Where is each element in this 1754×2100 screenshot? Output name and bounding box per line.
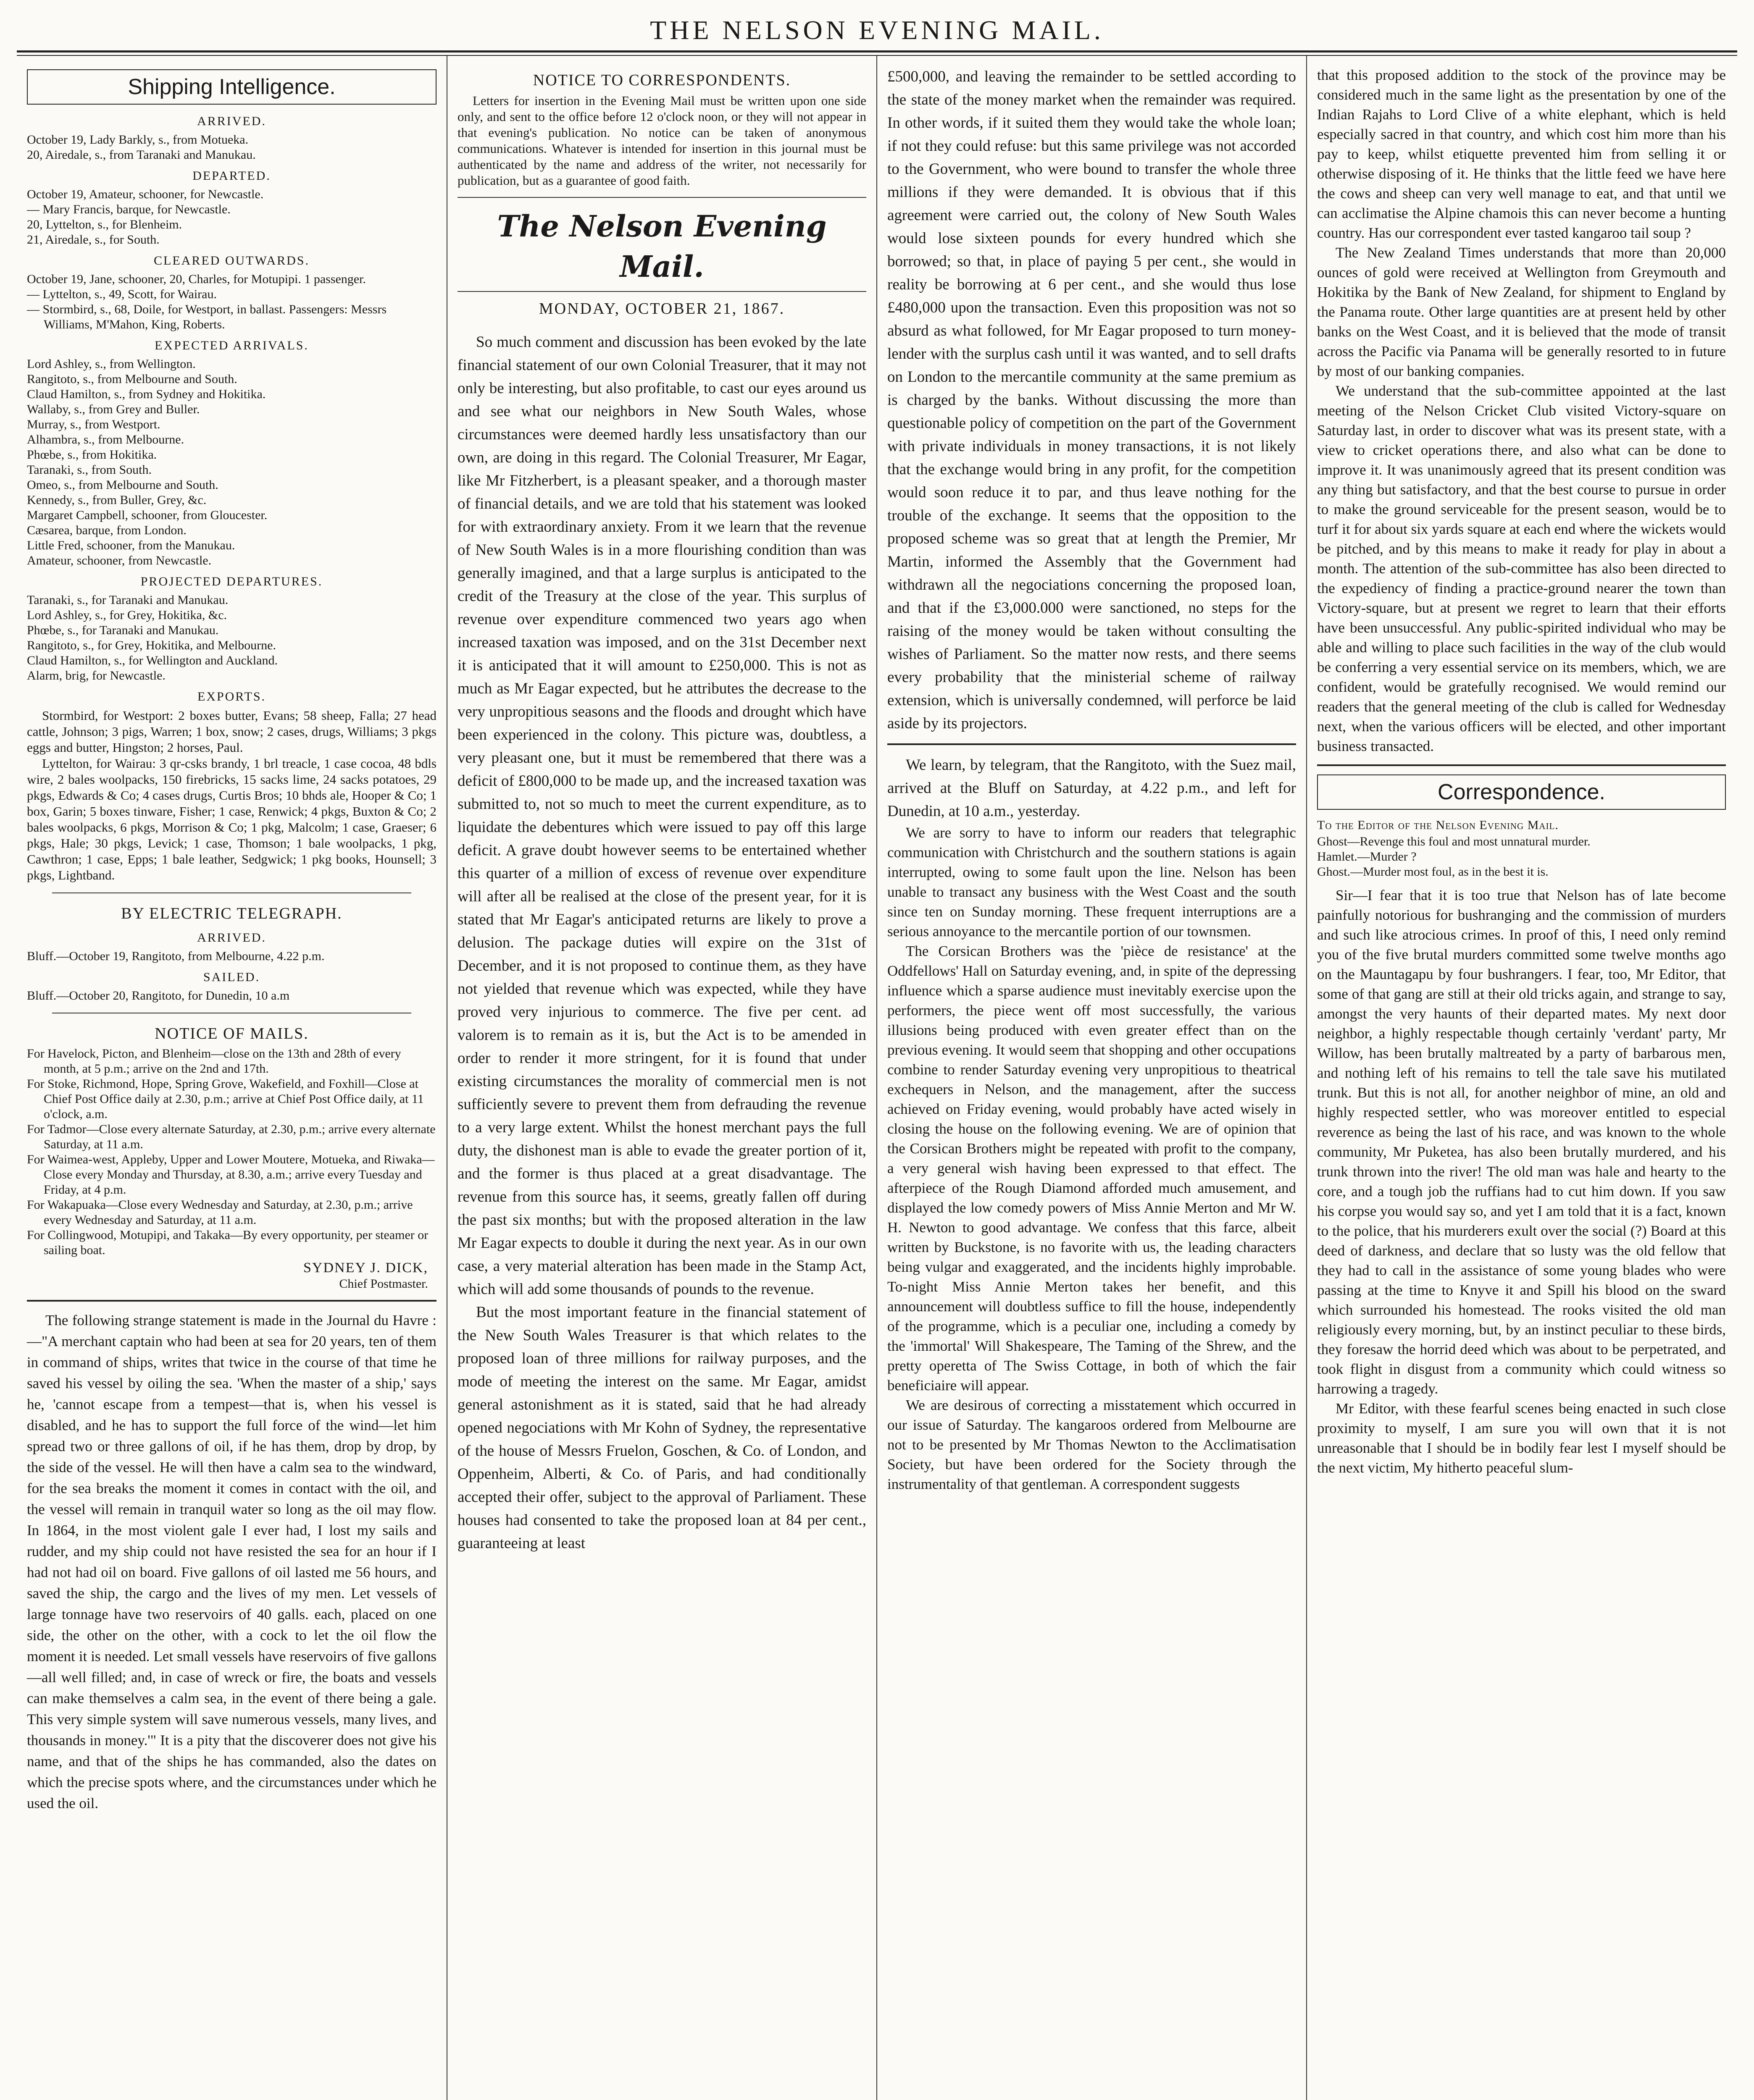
projected-entry: Rangitoto, s., for Grey, Hokitika, and Melbourne.: [27, 638, 276, 652]
mail-entry: For Stoke, Richmond, Hope, Spring Grove, Wakefield, and Foxhill—Close at Chief Post Office daily at 2.30, p.m.; arrive at Chief Post Office daily, at 11 o'clock, a.m.: [27, 1077, 424, 1121]
postmaster-title: Chief Postmaster.: [339, 1277, 428, 1291]
leader-continuation: £500,000, and leaving the remainder to be settled according to the state of the money market when the remainder was required. In other words, if it suited them they would take the whole loan; if not they could refuse: but this same privilege was not accorded to the Government, who were bound to transfer the whole three millions if they were demanded. It is obvious that if this agreement were carried out, the colony of New South Wales would lose sixteen pounds for every hundred which she borrowed; so that, in place of paying 5 per cent., she would in reality be borrowing at 6 per cent., and she would thus lose £480,000 upon the transaction. Even this proposition was not so absurd as what followed, for Mr Eagar proposed to turn money-lender with the surplus cash until it was wanted, and to sell drafts on London to the mercantile community at the same premium as is charged by the banks. Without discussing the more than questionable policy of competition on the part of the Government with private individuals in money transactions, it is not likely that the exchange would bring in any profit, for the competition would soon reduce it to par, and thus leave nothing for the trouble of the exchange. It seems that the opposition to the proposed scheme was so great that at length the Premier, Mr Martin, informed the Assembly that the Government had withdrawn all the negociations concerning the proposed loan, and that if the £3,000.000 were sanctioned, no steps for the raising of the money would be taken without consulting the wishes of Parliament. So the matter now rests, and there seems every probability that the ministerial scheme of railway extension, which is universally condemned, will perforce be laid aside by its projectors.: [887, 68, 1296, 732]
telegraph-arrived-heading: ARRIVED.: [197, 931, 266, 945]
dateline: MONDAY, OCTOBER 21, 1867.: [539, 300, 785, 318]
expected-entry: Omeo, s., from Melbourne and South.: [27, 478, 218, 492]
notice-of-mails-heading: NOTICE OF MAILS.: [155, 1025, 309, 1042]
cleared-entry: — Stormbird, s., 68, Doile, for Westport, in ballast. Passengers: Messrs Williams, M'Mahon, King, Roberts.: [27, 302, 387, 331]
expected-entry: Alhambra, s., from Melbourne.: [27, 433, 184, 446]
expected-entry: Margaret Campbell, schooner, from Gloucester.: [27, 508, 268, 522]
electric-telegraph-heading: BY ELECTRIC TELEGRAPH.: [121, 905, 342, 922]
expected-entry: Phœbe, s., from Hokitika.: [27, 448, 157, 462]
exports-entry: Stormbird, for Westport: 2 boxes butter, Evans; 58 sheep, Falla; 27 head cattle, Johnson; 3 pigs, Warren; 1 box, snow; 2 cases, drugs, Williams; 3 pkgs eggs and butter, Hingston; 2 horses, Paul.: [27, 708, 437, 755]
expected-entry: Amateur, schooner, from Newcastle.: [27, 554, 212, 567]
departed-entry: October 19, Amateur, schooner, for Newcastle.: [27, 187, 264, 201]
departed-heading: DEPARTED.: [192, 169, 271, 183]
arrived-entry: October 19, Lady Barkly, s., from Motueka.: [27, 133, 249, 147]
projected-entry: Lord Ashley, s., for Grey, Hokitika, &c.: [27, 608, 227, 622]
divider: [52, 892, 411, 893]
column-4: [1306, 56, 1736, 2100]
arrived-heading: ARRIVED.: [197, 114, 266, 128]
news-paragraph: The Corsican Brothers was the 'pièce de resistance' at the Oddfellows' Hall on Saturday evening, and, in spite of the depressing influence which a sparse audience must inevitably exercise upon the performers, the piece went off most successfully, the various illusions being produced with even greater effect than on the previous evening. It would seem that shopping and other occupations combine to render Saturday evening very unpropitious to theatrical exchequers in Nelson, and the management, after the success achieved on Friday evening, would probably have acted wisely in closing the house on the following evening. We are of opinion that the Corsican Brothers might be repeated with profit to the company, a very general wish having been expressed to that effect. The afterpiece of the Rough Diamond afforded much amusement, and displayed the low comedy powers of Miss Annie Merton and Mr W. H. Newton to good advantage. We confess that this farce, albeit written by Buckstone, is no favorite with us, the leading characters being vulgar and exaggerated, and the incidents highly improbable. To-night Miss Annie Merton takes her benefit, and this announcement will doubtless suffice to fill the house, independently of the programme, which is a peculiar one, including a comedy by the 'immortal' Will Shakespeare, The Taming of the Shrew, and the pretty operetta of The Swiss Cottage, in both of which the fair beneficiaire will appear.: [887, 943, 1296, 1394]
news-paragraph: We are desirous of correcting a misstatement which occurred in our issue of Saturday. The kangaroos ordered from Melbourne are not to be presented by Mr Thomas Newton to the Acclimatisation Society, but have been ordered for the Society through the instrumentality of that gentleman. A correspondent suggests: [887, 1397, 1296, 1492]
shipping-intelligence-heading: Shipping Intelligence.: [27, 69, 437, 105]
projected-entry: Taranaki, s., for Taranaki and Manukau.: [27, 593, 229, 607]
expected-entry: Lord Ashley, s., from Wellington.: [27, 357, 196, 371]
epigraph-line: Hamlet.—Murder ?: [1317, 850, 1417, 864]
mail-entry: For Collingwood, Motupipi, and Takaka—By every opportunity, per steamer or sailing boat.: [27, 1228, 429, 1257]
letter-paragraph: Sir—I fear that it is too true that Nelson has of late become painfully notorious for bushranging and the commission of murders and such like atrocious crimes. In proof of this, I need only remind you of the five brutal murders committed some twelve months ago on the Mauntagapu by four bushrangers. I fear, too, Mr Editor, that some of that gang are still at their old tricks again, and strange to say, amongst the very haunts of their departed mates. My next door neighbor, a highly respectable though certainly 'verdant' party, Mr Willow, has been brutally maltreated by a party of barbarous men, and nothing left of his remains to tell the tale save his mutilated trunk. But this is not all, for another neighbor of mine, an old and highly respected settler, who was moreover entitled to especial reverence as being the last of his race, and was known to the whole community, Mr Puketea, has also been brutally murdered, and his trunk thrown into the river! The old man was hale and hearty to the core, and a tough job the ruffians had to cut him down. If you saw his corpse you would say so, and yet I am told that it is a fact, known to the police, that his murderers exult over the social (?) Board at this deed of darkness, and declare that so lusty was the old fellow that they had to call in the assistance of some young blades who were passing at the time to Knyve it and Spill his blood on the sward which surrounded his homestead. The rooks visited the old man religiously every morning, but, by an instinct peculiar to these birds, they foresaw the horrid deed which was about to be perpetrated, and took flight in disgust from a community which could witness so harrowing a tragedy.: [1317, 887, 1726, 1397]
telegraph-sailed-entry: Bluff.—October 20, Rangitoto, for Dunedin, 10 a.m: [27, 989, 290, 1003]
news-paragraph: The New Zealand Times understands that more than 20,000 ounces of gold were received at Wellington from Greymouth and Hokitika by the Bank of New Zealand, for shipment to England by the Panama route. Other large quantities are at present held by other banks on the West Coast, and it is believed that the mode of transit across the Pacific via Panama will be generally resorted to in future by most of our banking companies.: [1317, 244, 1726, 379]
projected-departures-heading: PROJECTED DEPARTURES.: [140, 575, 323, 588]
masthead-rule: [17, 50, 1737, 56]
expected-arrivals-heading: EXPECTED ARRIVALS.: [155, 339, 309, 352]
projected-entry: Claud Hamilton, s., for Wellington and Auckland.: [27, 654, 278, 667]
cleared-outwards-heading: CLEARED OUTWARDS.: [154, 254, 310, 268]
oiling-the-sea-article: The following strange statement is made in the Journal du Havre :—"A merchant captain who had been at sea for 20 years, ten of them in command of ships, writes that twice in the course of that time he saved his vessel by oiling the sea. 'When the master of a ship,' says he, 'cannot escape from a tempest—that is, when his vessel is disabled, and he has to support the full force of the wind—let him spread two or three gallons of oil, if he has them, drop by drop, by the side of the vessel. He will then have a calm sea to the windward, for the sea breaks the moment it comes in contact with the oil, and the vessel will remain in tranquil water so long as the oil may flow. In 1864, in the most violent gale I ever had, I lost my sails and rudder, and my ship could not have resisted the sea for an hour if I had not had oil on board. Five gallons of oil lasted me 56 hours, and saved the ship, the cargo and the lives of my men. Let vessels of large tonnage have two reservoirs of 40 galls. each, placed on one side, the other on the other, with a cock to let the oil flow the moment it is needed. Let small vessels have reservoirs of five gallons —all well filled; and, in case of wreck or fire, the boats and vessels can make themselves a calm sea, in the event of there being a gale. This very simple system will save numerous vessels, many lives, and thousands in money.'" It is a pity that the discoverer does not give his name, and that of the ships he has commanded, also the dates on which the precise spots where, and the circumstances under which he used the oil.: [27, 1312, 437, 1811]
notice-to-correspondents-text: Letters for insertion in the Evening Mail must be written upon one side only, and sent to the office before 12 o'clock noon, or they will not appear in that evening's publication. No notice can be taken of anonymous communications. Whatever is intended for insertion in this journal must be authenticated by the name and address of the writer, not necessarily for publication, but as a guarantee of good faith.: [458, 93, 866, 188]
departed-entry: 20, Lyttelton, s., for Blenheim.: [27, 218, 182, 231]
expected-entry: Little Fred, schooner, from the Manukau.: [27, 538, 235, 552]
correspondence-heading: Correspondence.: [1317, 774, 1726, 810]
notice-to-correspondents-heading: NOTICE TO CORRESPONDENTS.: [533, 71, 791, 89]
mail-entry: For Tadmor—Close every alternate Saturday, at 2.30, p.m.; arrive every alternate Saturday, at 11 a.m.: [27, 1122, 436, 1151]
epigraph-line: Ghost.—Murder most foul, as in the best it is.: [1317, 865, 1549, 879]
news-paragraph: We understand that the sub-committee appointed at the last meeting of the Nelson Cricket Club visited Victory-square on Saturday last, in order to discover what was its present state, with a view to cricket operations there, and also what can be done to improve it. It was unanimously agreed that its present condition was any thing but satisfactory, and that the best course to pursue in order to make the ground serviceable for the present season, would be to turf it for about six yards square at each end where the wickets would be pitched, and by this means to make it ready for play in about a month. The attention of the sub-committee has also been directed to the expediency of finding a practice-ground nearer the town than Victory-square, but at present we regret to learn that their efforts have been unsuccessful. Any public-spirited individual who may be able and willing to place such facilities in the way of the club would be conferring a very essential service on its members, which, we are confident, would be gratefully recognised. We would remind our readers that the general meeting of the club is called for Wednesday next, when the various officers will be elected, and other important business transacted.: [1317, 383, 1726, 754]
divider: [458, 291, 866, 292]
letter-paragraph: Mr Editor, with these fearful scenes being enacted in such close proximity to myself, I am sure you will own that it is not unreasonable that I should be in bodily fear lest I myself should be the next victim, My hitherto peaceful slum-: [1317, 1400, 1726, 1476]
departed-entry: — Mary Francis, barque, for Newcastle.: [27, 202, 231, 216]
leader-paragraph: But the most important feature in the financial statement of the New South Wales Treasurer is that which relates to the proposed loan of three millions for railway purposes, and the mode of meeting the interest on the same. Mr Eagar, amidst general astonishment as it is stated, said that he had already opened negociations with Mr Kohn of Sydney, the representative of the house of Messrs Fruelon, Goschen, & Co. of London, and Oppenheim, Alberti, & Co. of Paris, and had conditionally accepted their offer, subject to the approval of Parliament. These houses had consented to take the proposed loan at 84 per cent., guaranteeing at least: [458, 1304, 866, 1552]
divider: [458, 197, 866, 198]
paper-title: The Nelson Evening Mail.: [497, 209, 827, 284]
exports-entry: Lyttelton, for Wairau: 3 qr-csks brandy, 1 brl treacle, 1 case cocoa, 48 bdls wire, 2 bales woolpacks, 150 firebricks, 15 sacks lime, 24 sacks potatoes, 29 pkgs, Edwards & Co; 4 cases drugs, Curtis Bros; 10 bhds ale, Hooper & Co; 1 box, Garin; 5 boxes tinware, Fisher; 1 case, Renwick; 4 pkgs, Buxton & Co; 2 bales woolpacks, 6 pkgs, Morrison & Co; 1 pkg, Malcolm; 1 case, Graeser; 6 pkgs, Hale; 30 pkgs, Levick; 1 case, Thomson; 1 bale woolpacks, 1 pkg, Cawthron; 1 case, Epps; 1 bale leather, Sedgwick; 1 pkg books, Hounsell; 3 pkgs, Lightband.: [27, 756, 437, 882]
telegraph-sailed-heading: SAILED.: [203, 970, 260, 984]
to-the-editor-line: To the Editor of the Nelson Evening Mail.: [1317, 818, 1559, 832]
columns: [17, 56, 1737, 2100]
expected-entry: Rangitoto, s., from Melbourne and South.: [27, 372, 237, 386]
expected-entry: Kennedy, s., from Buller, Grey, &c.: [27, 493, 207, 507]
epigraph-line: Ghost—Revenge this foul and most unnatural murder.: [1317, 835, 1591, 848]
divider: [1317, 764, 1726, 766]
expected-entry: Claud Hamilton, s., from Sydney and Hokitika.: [27, 387, 266, 401]
postmaster-signature: SYDNEY J. DICK,: [303, 1260, 428, 1276]
column-1: [17, 56, 447, 2100]
mail-entry: For Havelock, Picton, and Blenheim—close on the 13th and 28th of every month, at 5 p.m.; arrive on the 2nd and 17th.: [27, 1047, 401, 1076]
divider: [27, 1300, 437, 1302]
leader-paragraph: So much comment and discussion has been evoked by the late financial statement of our own Colonial Treasurer, that it may not only be interesting, but also profitable, to cast our eyes around us and see what our neighbors in New South Wales, whose circumstances were deemed hardly less unsatisfactory than our own, are doing in this regard. The Colonial Treasurer, Mr Eagar, like Mr Fitzherbert, is a pleasant speaker, and a thorough master of financial details, and we are told that his statement was looked for with extraordinary anxiety. From it we learn that the revenue of New South Wales is in a more flourishing condition than was generally imagined, and that a large surplus is anticipated to the credit of the Treasury at the close of the year. This surplus of revenue over expenditure commenced two years ago when increased taxation was imposed, and on the 31st December next it is anticipated that it will amount to £250,000. This is not as much as Mr Eagar expected, but he attributes the decrease to the very unpropitious seasons and the floods and drought which have been experienced in the colony. This picture was, doubtless, a very pleasant one, but it must be remembered that there was a deficit of £800,000 to be made up, and the increased taxation was submitted to, not so much to meet the current expenditure, as to liquidate the debentures which were issued to pay off this large deficit. A grave doubt however seems to be entertained whether this quarter of a million of excess of revenue over expenditure will after all be realised at the close of the present year, for it is stated that Mr Eagar's anticipated returns are likely to prove a delusion. The package duties will expire on the 31st of December, and it is not proposed to continue them, as they have not yielded that revenue which was expected, while they have proved very injurious to commerce. The five per cent. ad valorem is to remain as it is, but the Act is to be amended in order to render it more stringent, for it is found that under existing circumstances the morality of commercial men is not sufficiently severe to prevent them from defrauding the revenue to a very large extent. Whilst the honest merchant pays the full duty, the dishonest man is able to evade the greater portion of it, and the former is thus placed at a great disadvantage. The revenue from this source has, it seems, greatly fallen off during the past six months; but with the proposed alteration in the law Mr Eagar expects to double it during the next year. As in our own case, a very material alteration has been made in the Stamp Act, which will add some thousands of pounds to the revenue.: [458, 333, 866, 1298]
divider: [887, 743, 1296, 745]
news-continuation: that this proposed addition to the stock of the province may be considered much in the same light as the presentation by one of the Indian Rajahs to Lord Clive of a white elephant, which is held especially sacred in that country, and which cost him more than his pay to keep, whilst etiquette prevented him from selling it or otherwise disposing of it. He thinks that the little feed we have here the cows and sheep can very well manage to eat, and that until we can acclimatise the Alpine chamois this can never become a hunting country. Has our correspondent ever tasted kangaroo tail soup ?: [1317, 67, 1726, 241]
cleared-entry: October 19, Jane, schooner, 20, Charles, for Motupipi. 1 passenger.: [27, 272, 366, 286]
projected-entry: Phœbe, s., for Taranaki and Manukau.: [27, 623, 219, 637]
expected-entry: Taranaki, s., from South.: [27, 463, 152, 477]
masthead: THE NELSON EVENING MAIL.: [650, 15, 1104, 45]
news-paragraph: We learn, by telegram, that the Rangitoto, with the Suez mail, arrived at the Bluff on Saturday, at 4.22 p.m., and left for Dunedin, at 10 a.m., yesterday.: [887, 756, 1296, 820]
expected-entry: Cæsarea, barque, from London.: [27, 523, 187, 537]
cleared-entry: — Lyttelton, s., 49, Scott, for Wairau.: [27, 287, 217, 301]
arrived-entry: 20, Airedale, s., from Taranaki and Manukau.: [27, 148, 256, 162]
expected-entry: Murray, s., from Westport.: [27, 417, 160, 431]
telegraph-arrived-entry: Bluff.—October 19, Rangitoto, from Melbourne, 4.22 p.m.: [27, 949, 325, 963]
column-3: [876, 56, 1306, 2100]
mail-entry: For Waimea-west, Appleby, Upper and Lower Moutere, Motueka, and Riwaka—Close every Monday and Thursday, at 8.30, a.m.; arrive every Tuesday and Friday, at 4 p.m.: [27, 1152, 435, 1197]
exports-heading: EXPORTS.: [197, 690, 266, 704]
projected-entry: Alarm, brig, for Newcastle.: [27, 669, 166, 682]
column-2: [447, 56, 876, 2100]
spacer: [1317, 879, 1726, 885]
departed-entry: 21, Airedale, s., for South.: [27, 233, 160, 247]
news-paragraph: We are sorry to have to inform our readers that telegraphic communication with Christchurch and the southern stations is again interrupted, owing to some fault upon the line. Nelson has been unable to transact any business with the West Coast and the south since ten on Sunday morning. These frequent interruptions are a serious annoyance to the mercantile portion of our townsmen.: [887, 824, 1296, 940]
mail-entry: For Wakapuaka—Close every Wednesday and Saturday, at 2.30, p.m.; arrive every Wednesday and Saturday, at 11 a.m.: [27, 1198, 413, 1227]
expected-entry: Wallaby, s., from Grey and Buller.: [27, 402, 200, 416]
